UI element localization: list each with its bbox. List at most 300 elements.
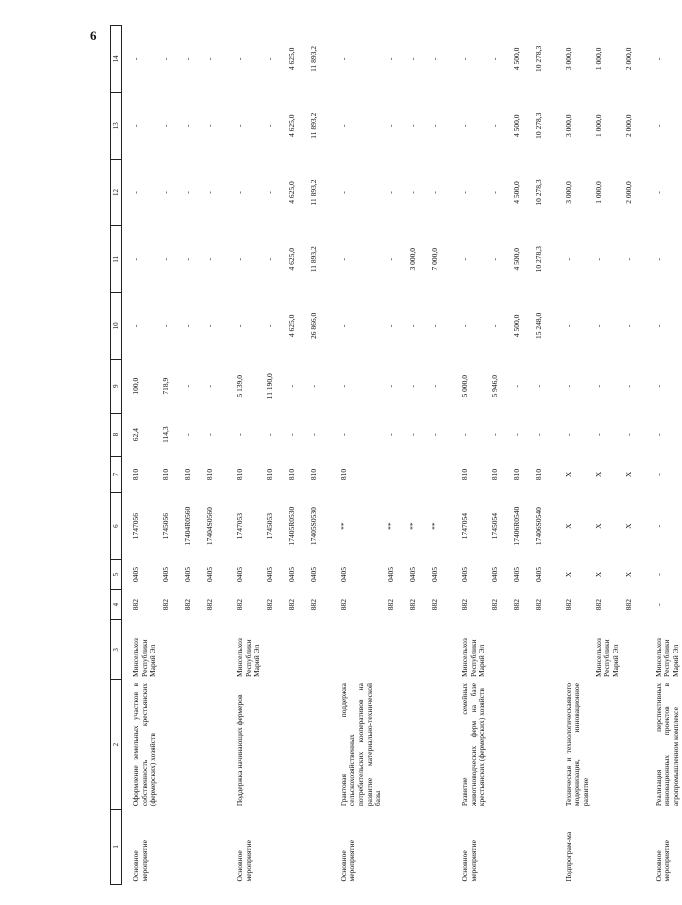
table-cell: - [234,57,244,61]
table-cell: - [160,324,170,328]
table-cell: - [623,324,633,328]
table-cell: 1747053 [234,512,244,540]
table-cell: - [407,124,417,127]
table-cell [308,620,330,680]
table-cell: 10 278,3 [533,45,543,73]
table-cell: 810 [286,468,296,481]
table-cell [264,620,286,680]
table-cell: 15 248,0 [533,312,543,340]
table-cell [385,680,407,809]
table-cell: 882 [264,599,274,611]
table-cell: 0405 [489,567,499,583]
table-cell: Основное мероприятие [131,840,149,882]
budget-table [110,25,682,885]
table-cell: Минсельхоз Республики Марий Эл [234,638,262,677]
table-cell: - [160,57,170,61]
table-cell: 0405 [533,567,543,583]
table-cell: 0405 [204,567,214,583]
table-cell: - [653,603,663,606]
table-cell: 26 866,0 [308,312,318,340]
table-cell: 882 [160,599,170,611]
table-cell [160,620,182,680]
table-cell [160,809,182,884]
table-cell: 3 000,0 [407,247,417,271]
table-cell: 17406R0540 [511,506,521,546]
table-cell: - [204,433,214,436]
table-cell: 0405 [407,567,417,583]
header-cell: 5 [111,559,122,589]
table-cell: - [459,433,469,436]
table-cell: - [385,433,395,436]
table-cell: 4 500,0 [511,314,521,338]
table-cell [160,680,182,809]
table-cell [308,680,330,809]
table-cell: 0405 [308,567,318,583]
table-cell [286,809,308,884]
table-cell [429,809,451,884]
table-row [489,26,511,885]
table-cell: - [623,384,633,388]
table-cell: - [160,191,170,194]
table-row [429,26,451,885]
table-cell: - [338,384,348,388]
table-cell: - [593,433,603,436]
table-cell: 4 500,0 [511,114,521,137]
table-cell: X [563,471,573,478]
table-cell: 882 [563,599,573,611]
table-cell: - [489,57,499,61]
table-row [555,26,593,885]
table-cell: - [182,191,192,194]
table-cell: 718,9 [160,377,170,395]
table-cell: Основное мероприятие [338,840,357,882]
table-cell: - [593,324,603,328]
table-cell: - [234,433,244,436]
table-cell: - [407,324,417,328]
table-cell: - [563,384,573,388]
table-cell: - [489,191,499,194]
table-cell: - [204,257,214,261]
table-cell: - [234,191,244,194]
table-cell: Подпрограм-ма [563,831,573,882]
table-cell: 2 000,0 [623,181,633,204]
table-cell [204,620,226,680]
table-cell: 882 [204,599,214,611]
table-cell: 2 000,0 [623,47,633,71]
table-cell: 882 [286,599,296,611]
table-cell: 1 000,0 [593,181,603,204]
table-cell: - [182,384,192,388]
table-cell: - [429,124,439,127]
table-cell: - [204,191,214,194]
table-cell: - [160,124,170,127]
table-cell: 810 [511,468,521,481]
table-cell: - [338,324,348,328]
table-cell: - [623,433,633,436]
table-cell: - [459,257,469,261]
table-cell: 810 [533,468,543,481]
table-cell: - [429,57,439,61]
table-cell [533,809,555,884]
table-cell: Основное мероприятие [234,840,253,882]
table-cell: 0405 [160,567,170,583]
table-cell [407,809,429,884]
table-cell: - [385,257,395,261]
table-cell: - [593,384,603,388]
table-cell [555,680,593,809]
table-cell: Развитие семейных животноводческих ферм на базе крестьянских (фермерских) хозяйств [459,682,487,807]
header-row [111,26,122,885]
table-cell: ** [338,522,348,530]
table-cell: - [563,257,573,261]
table-cell: Минсельхоз Республики Марий Эл [459,638,487,677]
table-cell [489,809,511,884]
table-cell: - [308,384,318,388]
table-cell: - [338,433,348,436]
table-cell: - [511,384,521,388]
table-cell: Реализация перспективных инновационных проектов в агропромышленном комплексе [653,682,680,807]
table-cell: 100,0 [131,377,140,395]
table-cell: - [653,433,663,436]
table-cell [429,680,451,809]
table-cell: 4 625,0 [286,314,296,338]
table-cell: - [459,57,469,61]
table-cell: Основное мероприятие [459,840,478,882]
table-cell [264,809,286,884]
table-cell: - [182,57,192,61]
header-cell: 8 [111,413,122,456]
table-cell: 0405 [459,567,469,583]
table-cell: 882 [131,599,140,611]
header-cell: 12 [111,159,122,226]
table-cell [385,620,407,680]
table-cell [489,680,511,809]
table-cell: 882 [489,599,499,611]
table-cell: - [489,124,499,127]
table-cell: Минсельхоз Республики Марий Эл [653,638,680,677]
table-cell [623,809,645,884]
table-cell [511,680,533,809]
header-cell: 10 [111,293,122,360]
table-row [226,26,264,885]
table-cell: - [234,324,244,328]
table-row [204,26,226,885]
table-cell: - [264,433,274,436]
table-cell: 17405R0530 [286,506,296,546]
table-cell: - [286,433,296,436]
table-cell: X [623,571,633,578]
table-cell [593,809,623,884]
header-cell: 13 [111,92,122,159]
table-cell: - [234,124,244,127]
table-cell [182,680,204,809]
table-cell: - [407,57,417,61]
table-cell: X [623,523,633,529]
table-cell: - [429,433,439,436]
table-cell: - [131,191,140,194]
table-cell: - [131,57,140,61]
table-cell: 1745054 [489,512,499,540]
table-cell: Поддержка начинающих фермеров [234,694,244,807]
table-cell: 4 625,0 [286,47,296,71]
table-cell: - [407,191,417,194]
table-cell [533,620,555,680]
table-cell: - [338,191,348,194]
table-cell [407,680,429,809]
table-cell: - [623,257,633,261]
table-cell: - [385,324,395,328]
header-cell: 2 [111,680,122,809]
table-cell: X [623,471,633,478]
table-cell [511,809,533,884]
table-cell: X [563,523,573,529]
table-cell: 882 [338,599,348,611]
table-cell [308,809,330,884]
table-cell: - [182,433,192,436]
table-cell: 7 000,0 [429,247,439,271]
table-cell: 882 [511,599,521,611]
table-cell: 1 000,0 [593,47,603,71]
row-description: Техническая и технологическая модернизация, инновационное развитие [563,682,590,807]
table-cell: Оформление земельных участков в собственность крестьянских (фермерских) хозяйств [131,682,158,807]
table-cell [182,620,204,680]
table-cell: - [385,124,395,127]
table-cell [330,620,385,680]
table-cell: 882 [623,599,633,611]
table-cell: - [653,324,663,328]
table-cell: 114,3 [160,426,170,443]
table-cell: 882 [429,599,439,611]
table-cell: - [204,384,214,388]
table-row [160,26,182,885]
table-row [264,26,286,885]
table-cell: 810 [204,468,214,481]
header-cell: 11 [111,226,122,293]
table-cell [204,680,226,809]
table-cell: 1 000,0 [593,114,603,137]
table-cell: X [563,571,573,578]
table-cell: - [429,324,439,328]
table-cell: 3 000,0 [563,114,573,137]
table-cell: 5 000,0 [459,374,469,398]
table-cell: 0405 [286,567,296,583]
table-cell: - [653,257,663,261]
table-cell [286,680,308,809]
table-cell: 810 [182,468,192,481]
table-cell: - [264,57,274,61]
table-cell: 882 [234,599,244,611]
table-cell: 882 [407,599,417,611]
table-cell: 17404R0560 [182,506,192,546]
table-cell: 4 500,0 [511,47,521,71]
table-cell: - [459,124,469,127]
table-cell: - [653,57,663,61]
table-cell: - [338,257,348,261]
header-cell: 6 [111,493,122,560]
table-cell: 3 000,0 [563,47,573,71]
table-cell: 2 000,0 [623,114,633,137]
table-row [182,26,204,885]
table-cell [182,809,204,884]
header-cell: 1 [111,809,122,884]
table-cell: X [593,571,603,578]
table-row [533,26,555,885]
table-cell: 4 500,0 [511,247,521,271]
table-cell: 882 [308,599,318,611]
table-cell: 62,4 [131,428,140,442]
table-cell: Минсельхоз Республики Марий Эл [593,638,620,677]
header-cell: 3 [111,620,122,680]
table-row [645,26,682,885]
table-cell: - [131,124,140,127]
table-cell: - [338,57,348,61]
table-cell: - [308,433,318,436]
table-cell: - [131,257,140,261]
table-row [511,26,533,885]
table-cell: - [653,124,663,127]
table-cell: - [653,384,663,388]
table-row [122,26,160,885]
table-cell [511,620,533,680]
table-cell: - [204,124,214,127]
table-cell: 17404S0560 [204,507,214,546]
table-cell: 882 [459,599,469,611]
table-cell: - [385,191,395,194]
table-cell: 882 [533,599,543,611]
header-cell: 7 [111,456,122,493]
table-cell [264,680,286,809]
table-cell: 0405 [338,567,348,583]
table-cell: 10 278,3 [533,246,543,273]
table-cell: - [653,473,663,476]
table-cell: - [264,324,274,328]
table-cell: 882 [385,599,395,611]
table-cell: 1745056 [160,512,170,540]
table-cell: 810 [489,468,499,481]
table-cell: ** [429,522,439,530]
table-cell: 0405 [264,567,274,583]
table-cell: - [182,257,192,261]
table-cell: 11 190,0 [264,373,274,400]
table-cell: 4 625,0 [286,114,296,137]
table-cell: - [204,324,214,328]
table-cell [489,620,511,680]
table-cell: ** [385,522,395,530]
table-cell: - [429,384,439,388]
table-cell: 810 [338,468,348,481]
table-cell [623,680,645,809]
table-body [122,26,682,885]
table-cell: Основное мероприятие [653,840,672,882]
table-cell: - [407,433,417,436]
table-cell: - [182,324,192,328]
table-cell: - [459,324,469,328]
table-cell [533,680,555,809]
table-cell: 0405 [511,567,521,583]
header-cell: 4 [111,590,122,620]
table-cell: X [593,523,603,529]
table-cell: 11 893,2 [308,45,318,72]
table-cell: 0405 [429,567,439,583]
table-cell: Минсельхоз Республики Марий Эл [131,638,158,677]
table-cell: - [234,257,244,261]
table-cell: 4 625,0 [286,181,296,204]
table-cell: 1747056 [131,512,140,540]
table-cell: - [182,124,192,127]
table-cell: - [563,433,573,436]
rotated-table-wrapper [110,25,680,885]
table-cell: 810 [459,468,469,481]
table-cell: 0405 [131,567,140,583]
table-cell: 810 [234,468,244,481]
table-cell: 4 625,0 [286,247,296,271]
table-cell: - [533,433,543,436]
table-cell [407,456,429,493]
table-cell: - [338,124,348,127]
table-cell: - [131,324,140,328]
table-cell: - [264,257,274,261]
table-cell [286,620,308,680]
table-cell: 4 500,0 [511,181,521,204]
table-cell: - [489,433,499,436]
table-cell: - [429,191,439,194]
table-cell: 10 278,3 [533,112,543,139]
table-cell: 5 946,0 [489,374,499,398]
table-cell: 882 [182,599,192,611]
table-cell: 17405S0530 [308,507,318,546]
table-cell: - [459,191,469,194]
table-cell: - [160,257,170,261]
table-cell: 0405 [385,567,395,583]
table-cell: 810 [131,468,140,481]
table-row [451,26,489,885]
table-cell [204,809,226,884]
table-cell [555,620,593,680]
table-cell: - [653,524,663,528]
table-cell: - [533,384,543,388]
table-cell: - [489,324,499,328]
table-cell: 11 893,2 [308,112,318,139]
table-cell: - [385,384,395,388]
table-cell: - [511,433,521,436]
table-cell: 1747054 [459,512,469,540]
table-cell [429,620,451,680]
table-cell [385,809,407,884]
table-row [308,26,330,885]
table-cell: - [264,191,274,194]
table-cell: 882 [593,599,603,611]
page-number: 6 [90,28,97,43]
table-cell: 0405 [182,567,192,583]
table-cell: ** [407,522,417,530]
header-cell: 9 [111,359,122,413]
table-cell: - [489,257,499,261]
table-cell: 0405 [234,567,244,583]
table-cell: 810 [160,468,170,481]
table-cell [407,620,429,680]
table-cell: 5 139,0 [234,374,244,398]
table-cell: 810 [264,468,274,481]
table-row [407,26,429,885]
table-cell: 3 000,0 [563,181,573,204]
table-cell [593,680,623,809]
table-cell: - [385,57,395,61]
table-cell: 11 893,2 [308,179,318,206]
row-total-label: всего [563,682,573,700]
table-cell: - [204,57,214,61]
table-cell: - [653,573,663,576]
table-row [593,26,623,885]
